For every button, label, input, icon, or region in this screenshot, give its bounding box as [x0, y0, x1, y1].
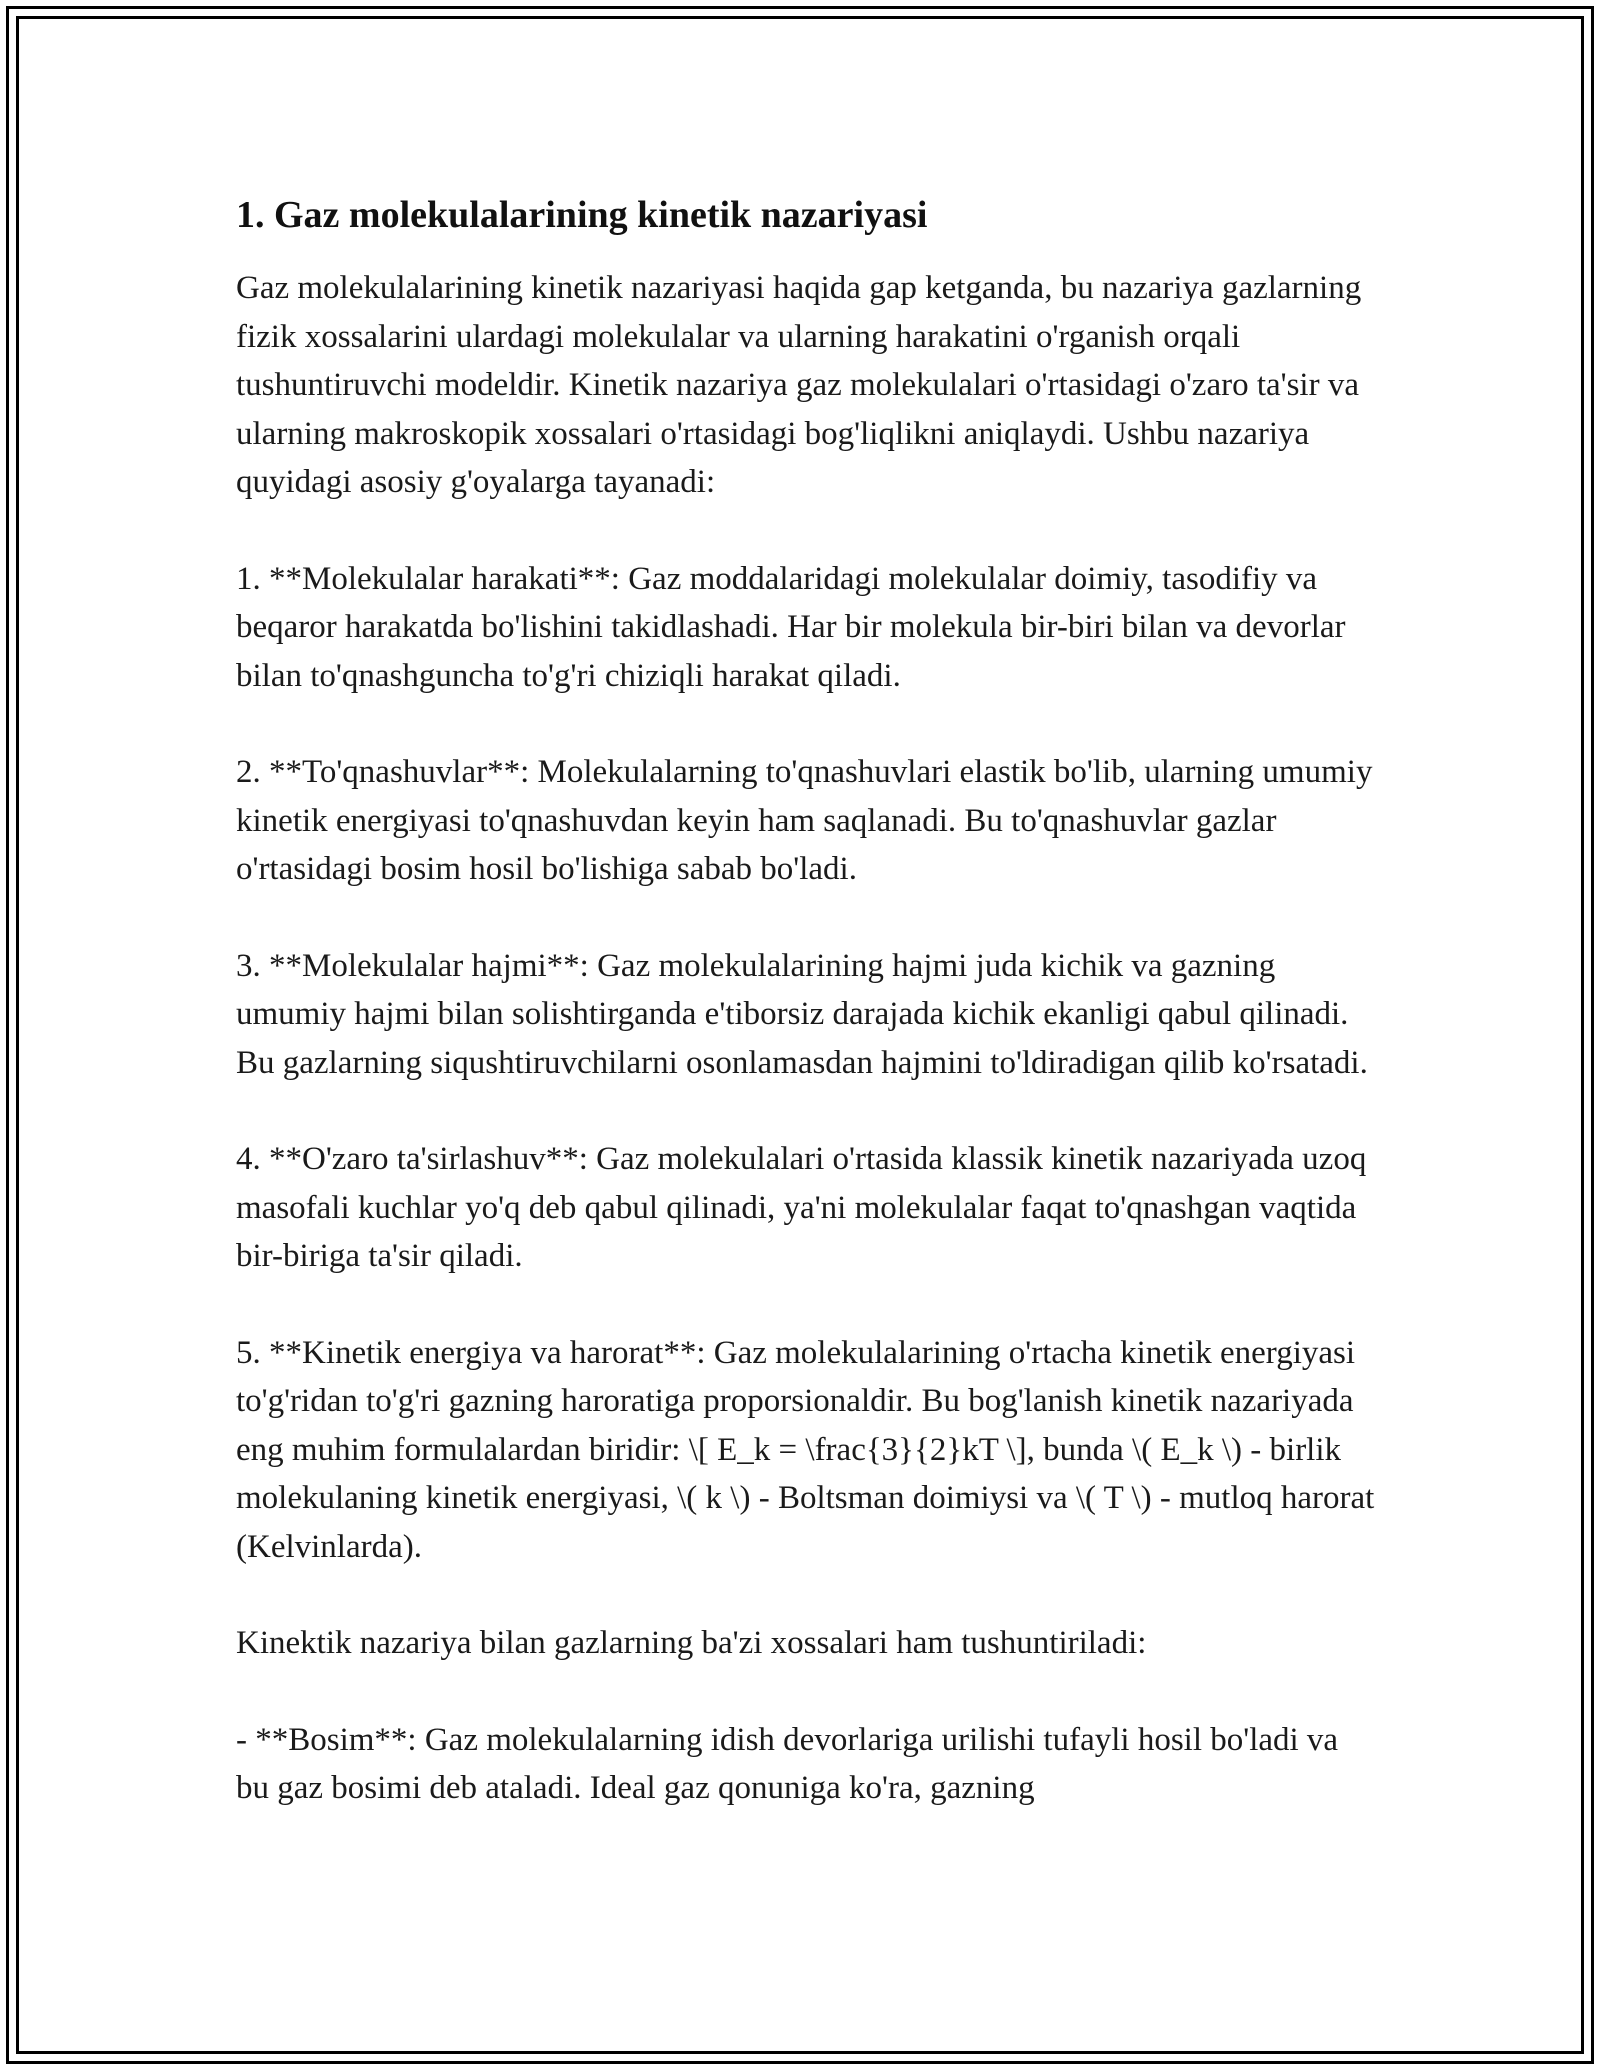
paragraph-point-5: 5. **Kinetik energiya va harorat**: Gaz molekulalarining o'rtacha kinetik energiyasi to'g'ridan to'g'ri gazning haroratiga proporsionaldir. Bu bog'lanish kinetik nazariyada eng muhim formulalardan biridir: \[ E_k = \frac{3}{2}kT \], bunda \( E_k \) - birlik molekulaning kinetik energiyasi, \( k \) - Boltsman doimiysi va \( T \) - mutloq harorat (Kelvinlarda).: [236, 1334, 1375, 1565]
paragraph-point-2: 2. **To'qnashuvlar**: Molekulalarning to'qnashuvlari elastik bo'lib, ularning umumiy kinetik energiyasi to'qnashuvdan keyin ham saqlanadi. Bu to'qnashuvlar gazlar o'rtasidagi bosim hosil bo'lishiga sabab bo'ladi.: [236, 754, 1373, 887]
document-body: [236, 186, 1376, 1861]
paragraph-point-1: 1. **Molekulalar harakati**: Gaz moddalaridagi molekulalar doimiy, tasodifiy va beqaror harakatda bo'lishini takidlashadi. Har bir molekula bir-biri bilan va devorlar bilan to'qnashguncha to'g'ri chiziqli harakat qiladi.: [236, 560, 1346, 694]
paragraph-intro: Gaz molekulalarining kinetik nazariyasi haqida gap ketganda, bu nazariya gazlarning fizik xossalarini ulardagi molekulalar va ularning harakatini o'rganish orqali tushuntiruvchi modeldir. Kinetik nazariya gaz molekulalari o'rtasidagi o'zaro ta'sir va ularning makroskopik xossalari o'rtasidagi bog'liqlikni aniqlaydi. Ushbu nazariya quyidagi asosiy g'oyalarga tayanadi:: [236, 270, 1362, 500]
paragraph-pressure: - **Bosim**: Gaz molekulalarning idish devorlariga urilishi tufayli hosil bo'ladi va bu gaz bosimi deb ataladi. Ideal gaz qonuniga ko'ra, gazning: [236, 1721, 1339, 1806]
paragraph-properties-intro: Kinektik nazariya bilan gazlarning ba'zi xossalari ham tushuntiriladi:: [236, 1625, 1147, 1661]
paragraph-point-3: 3. **Molekulalar hajmi**: Gaz molekulalarining hajmi juda kichik va gazning umumiy hajmi bilan solishtirganda e'tiborsiz darajada kichik ekanligi qabul qilinadi. Bu gazlarning siqushtiruvchilarni osonlamasdan hajmini to'ldiradigan qilib ko'rsatadi.: [236, 947, 1368, 1081]
paragraph-point-4: 4. **O'zaro ta'sirlashuv**: Gaz molekulalari o'rtasida klassik kinetik nazariyada uzoq masofali kuchlar yo'q deb qabul qilinadi, ya'ni molekulalar faqat to'qnashgan vaqtida bir-biriga ta'sir qiladi.: [236, 1141, 1367, 1274]
section-heading: 1. Gaz molekulalarining kinetik nazariyasi: [236, 194, 928, 236]
